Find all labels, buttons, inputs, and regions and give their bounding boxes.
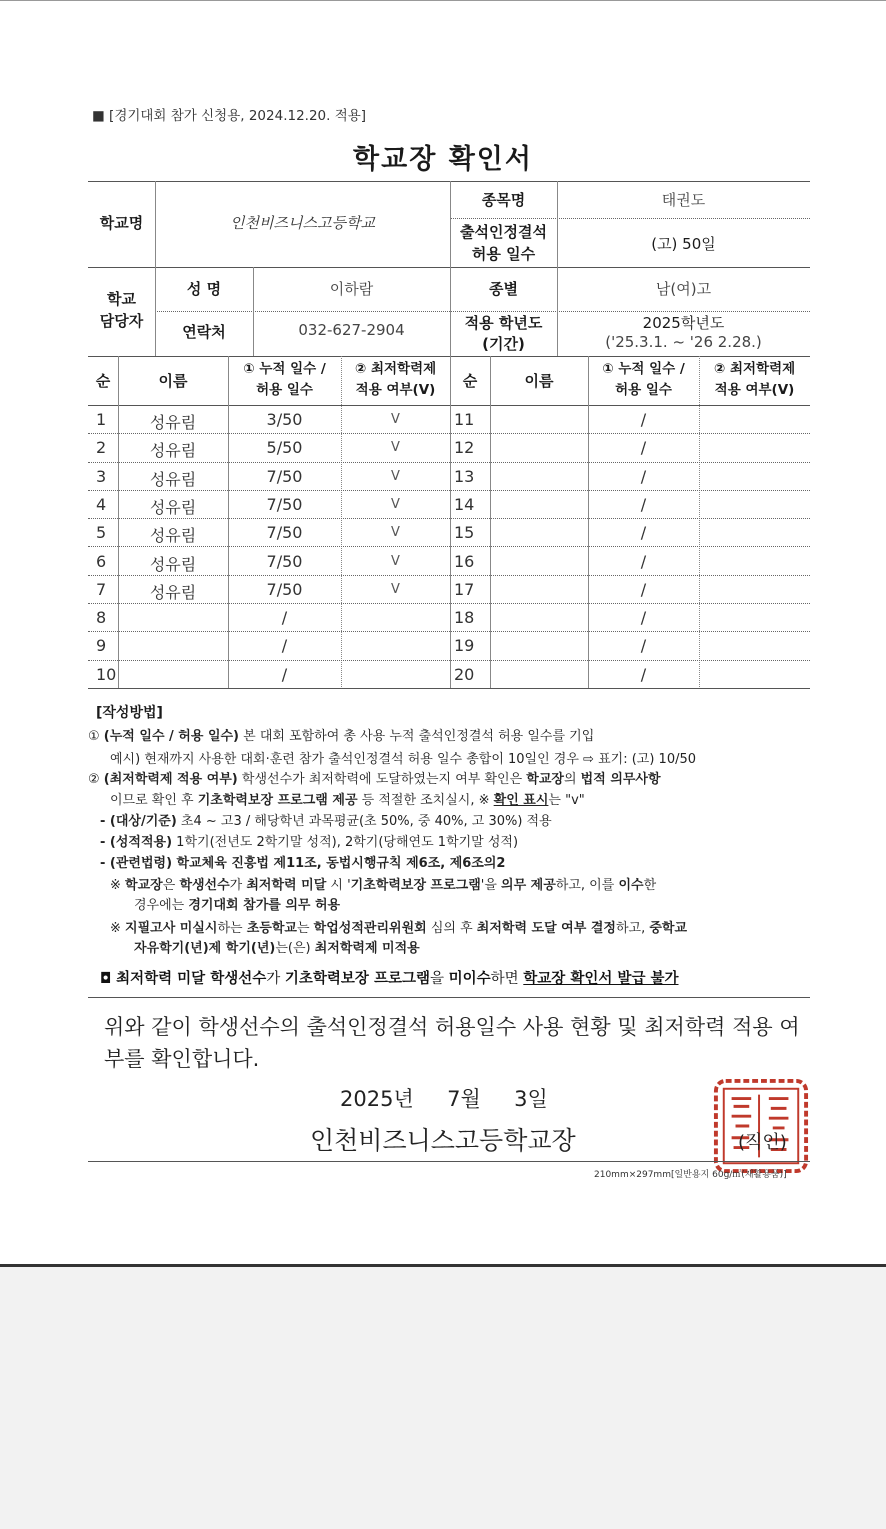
name-value: 이하람 xyxy=(329,280,374,298)
row-days-right: / xyxy=(640,438,647,458)
row-number: 8 xyxy=(96,608,107,628)
contact-label-2: 담당자 xyxy=(99,312,144,330)
row-number-right: 14 xyxy=(454,494,475,514)
row-name: 성유림 xyxy=(149,582,197,602)
year-label-2: (기간) xyxy=(482,335,525,353)
divider xyxy=(88,181,810,182)
row-days: / xyxy=(281,608,288,628)
phone-label: 연락처 xyxy=(182,323,226,341)
row-check: V xyxy=(391,412,400,427)
row-number: 3 xyxy=(96,466,107,486)
row-days-right: / xyxy=(640,523,647,543)
row-days: / xyxy=(281,636,288,656)
table-row xyxy=(88,604,810,632)
col-min-header: ② 최저학력제 적용 여부(V) xyxy=(354,361,437,398)
row-days-right: / xyxy=(640,494,647,514)
row-days-right: / xyxy=(640,579,647,599)
divider xyxy=(88,688,810,689)
row-name: 성유림 xyxy=(149,526,197,546)
row-days: 7/50 xyxy=(266,551,303,571)
row-days-right: / xyxy=(640,636,647,656)
guide-item-1: ① (누적 일수 / 허용 일수) 본 대회 포함하여 총 사용 누적 출석인정결석 허용 일수를 기입 xyxy=(88,729,595,744)
table-row xyxy=(88,491,810,519)
guide-note-1: ※ 학교장은 학생선수가 최저학력 미달 시 '기초학력보장 프로그램'을 의무 제공하고, 이를 이수한 xyxy=(110,878,657,893)
row-number-right: 20 xyxy=(454,664,475,684)
principal-name: 인천비즈니스고등학교장 xyxy=(310,1126,576,1155)
guide-note-2: ※ 지필고사 미실시하는 초등학교는 학업성적관리위원회 심의 후 최저학력 도달 여부 결정하고, 중학교 xyxy=(110,921,688,936)
warning-notice: ◘ 최저학력 미달 학생선수가 기초학력보장 프로그램을 미이수하면 학교장 확인서 발급 불가 xyxy=(100,971,679,987)
confirm-statement: 위와 같이 학생선수의 출석인정결석 허용일수 사용 현황 및 최저학력 적용 여부를 확인합니다. xyxy=(104,1015,800,1071)
row-check: V xyxy=(391,553,400,569)
row-number: 7 xyxy=(96,579,107,599)
row-days: 3/50 xyxy=(266,410,303,429)
row-number: 9 xyxy=(96,636,107,656)
row-number-right: 18 xyxy=(454,608,475,628)
allowed-days-label: 출석인정결석 xyxy=(460,223,547,241)
divider xyxy=(88,356,810,357)
row-name: 성유림 xyxy=(149,413,197,432)
school-label: 학교명 xyxy=(99,214,144,232)
col-name-header-right: 이름 xyxy=(524,372,554,390)
row-number-right: 19 xyxy=(454,636,475,656)
guide-target: - (대상/기준) 초4 ~ 고3 / 해당학년 과목평균(초 50%, 중 40%, 고 30%) 적용 xyxy=(100,814,552,829)
warning-icon: ◘ xyxy=(100,971,112,987)
guide-grade: - (성적적용) 1학기(전년도 2학기말 성적), 2학기(당해연도 1학기말 성적) xyxy=(100,835,519,850)
row-days-right: / xyxy=(640,410,647,429)
header-note: ■ [경기대회 참가 신청용, 2024.12.20. 적용] xyxy=(92,108,367,124)
row-name: 성유림 xyxy=(149,469,197,489)
table-row xyxy=(88,632,810,660)
row-check: V xyxy=(391,581,400,597)
contact-label: 학교 xyxy=(107,290,136,308)
col-days-header-right: ① 누적 일수 / 허용 일수 xyxy=(602,361,685,398)
row-days: / xyxy=(281,664,288,684)
table-row xyxy=(88,661,810,689)
guide-note-2-line2: 자유학기(년)제 학기(년)는(은) 최저학력제 미적용 xyxy=(134,941,420,956)
table-row xyxy=(88,548,810,576)
allowed-days-label-2: 허용 일수 xyxy=(471,245,536,263)
row-number: 1 xyxy=(96,410,107,429)
row-number: 4 xyxy=(96,494,107,514)
row-number: 2 xyxy=(96,438,107,458)
year-value: 2025학년도 xyxy=(642,314,725,332)
paper-spec: 210mm×297mm[일반용지 60g/㎡(재활용품)] xyxy=(594,1170,787,1180)
allowed-days-value: (고) 50일 xyxy=(651,235,716,253)
guide-item-2: ② (최저학력제 적용 여부) 학생선수가 최저학력에 도달하였는지 여부 확인은 학교장의 법적 의무사항 xyxy=(88,772,661,787)
row-days: 7/50 xyxy=(266,523,303,543)
col-no-header: 순 xyxy=(95,372,111,390)
year-period: ('25.3.1. ~ '26 2.28.) xyxy=(605,333,762,351)
row-number-right: 15 xyxy=(454,523,475,543)
row-number-right: 12 xyxy=(454,438,475,458)
col-no-header-right: 순 xyxy=(462,372,478,390)
table-row xyxy=(88,463,810,491)
table-row xyxy=(88,434,810,462)
event-label: 종목명 xyxy=(481,191,526,209)
table-row xyxy=(88,406,810,434)
guide-law: - (관련법령) 학교체육 진흥법 제11조, 동법시행규칙 제6조, 제6조의2 xyxy=(100,856,506,871)
divider xyxy=(450,218,810,219)
row-number-right: 17 xyxy=(454,579,475,599)
row-number-right: 11 xyxy=(454,410,475,429)
row-name: 성유림 xyxy=(149,441,197,461)
row-check: V xyxy=(391,440,400,456)
row-days-right: / xyxy=(640,466,647,486)
event-value: 태권도 xyxy=(661,191,706,209)
row-days: 7/50 xyxy=(266,494,303,514)
guide-note-1-line2: 경우에는 경기대회 참가를 의무 허용 xyxy=(134,898,341,913)
guide-item-2-line2: 이므로 확인 후 기초학력보장 프로그램 제공 등 적절한 조치실시, ※ 확인 표시는 "v" xyxy=(110,793,585,808)
guide-heading: [작성방법] xyxy=(96,705,163,721)
row-number: 5 xyxy=(96,523,107,543)
row-number-right: 16 xyxy=(454,551,475,571)
row-check: V xyxy=(391,525,400,541)
row-days-right: / xyxy=(640,551,647,571)
name-label: 성 명 xyxy=(186,280,222,298)
seal-label: (직인) xyxy=(738,1132,787,1153)
row-days: 7/50 xyxy=(266,466,303,486)
divider xyxy=(88,1161,810,1162)
table-row xyxy=(88,519,810,547)
gender-label: 종별 xyxy=(489,280,518,298)
row-name: 성유림 xyxy=(149,497,197,517)
row-number: 10 xyxy=(96,664,117,684)
row-number-right: 13 xyxy=(454,466,475,486)
phone-value: 032-627-2904 xyxy=(298,321,405,339)
row-days-right: / xyxy=(640,608,647,628)
guide-item-1-example: 예시) 현재까지 사용한 대회·훈련 참가 출석인정결석 허용 일수 총합이 10일인 경우 ⇨ 표기: (고) 10/50 xyxy=(110,752,697,767)
gender-value: 남(여)고 xyxy=(655,280,712,298)
divider xyxy=(88,267,810,268)
row-name: 성유림 xyxy=(149,554,197,574)
col-min-header-right: ② 최저학력제 적용 여부(V) xyxy=(713,361,796,398)
col-days-header: ① 누적 일수 / 허용 일수 xyxy=(243,361,326,398)
issue-date: 2025년 7월 3일 xyxy=(340,1087,548,1111)
row-days-right: / xyxy=(640,664,647,684)
col-name-header: 이름 xyxy=(158,372,188,390)
school-value: 인천비즈니스고등학교 xyxy=(230,214,375,232)
row-days: 5/50 xyxy=(266,438,303,458)
row-check: V xyxy=(391,468,400,484)
divider xyxy=(88,997,810,998)
row-number: 6 xyxy=(96,551,107,571)
table-row xyxy=(88,576,810,604)
row-days: 7/50 xyxy=(266,579,303,599)
year-label: 적용 학년도 xyxy=(464,314,543,332)
document-title: 학교장 확인서 xyxy=(353,144,533,175)
row-check: V xyxy=(391,496,400,512)
